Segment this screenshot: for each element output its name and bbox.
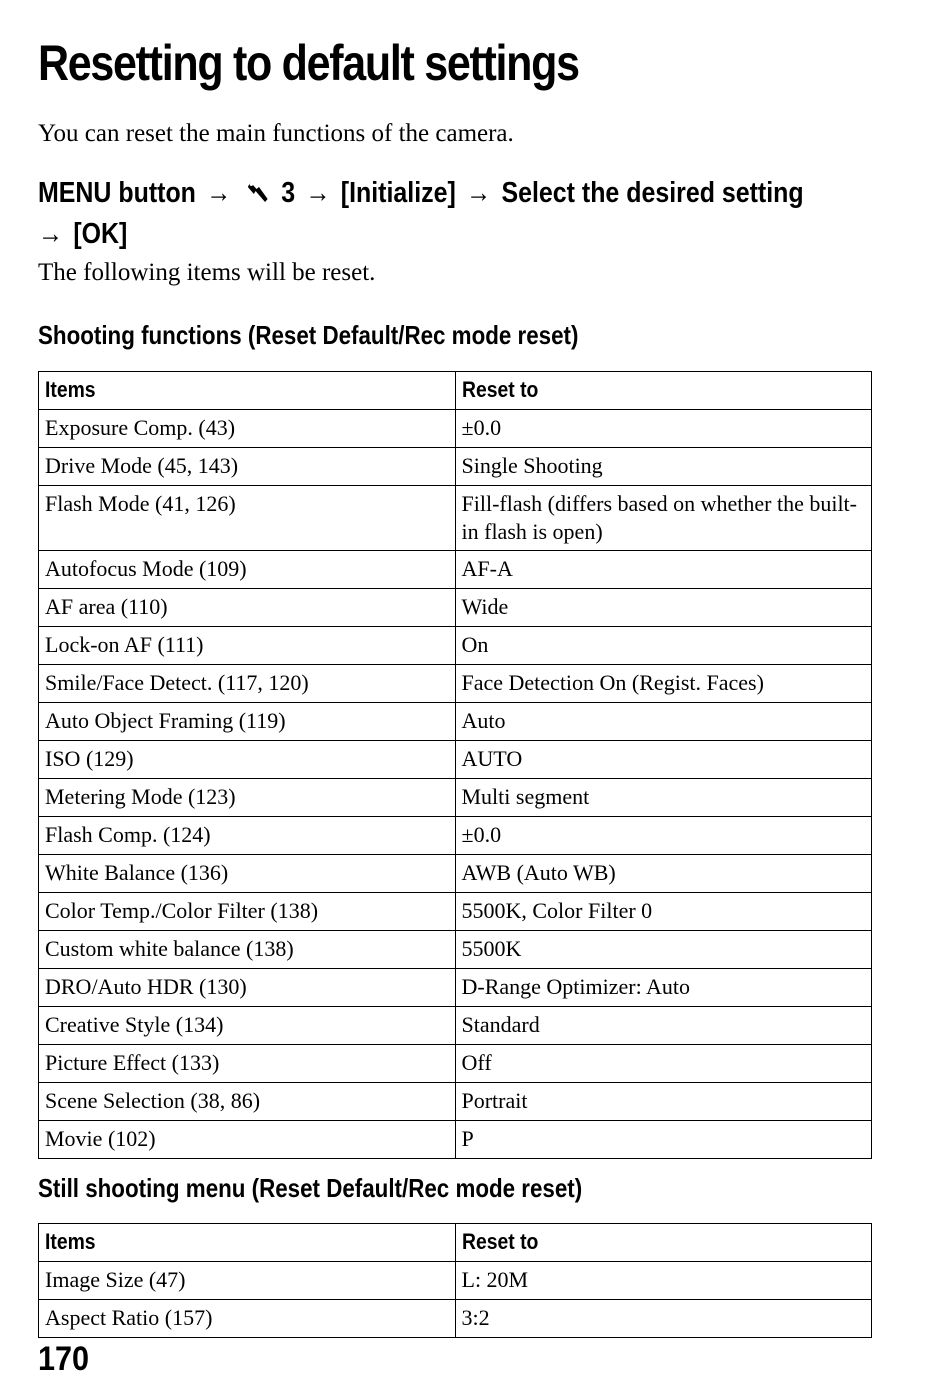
item-cell: Drive Mode (45, 143) [39, 448, 456, 486]
intro-text: You can reset the main functions of the camera. [38, 120, 514, 147]
arrow-icon: → [305, 177, 331, 209]
page-number: 170 [38, 1340, 90, 1378]
section-heading-still-shooting-menu: Still shooting menu (Reset Default/Rec mode reset) [38, 1173, 583, 1203]
reset-value-cell: Wide [455, 589, 872, 627]
reset-value-cell: Multi segment [455, 779, 872, 817]
item-cell: Flash Comp. (124) [39, 817, 456, 855]
table-header-row [39, 1224, 872, 1262]
table-row [39, 893, 872, 931]
table-row [39, 1121, 872, 1159]
item-cell: AF area (110) [39, 589, 456, 627]
item-cell: Lock-on AF (111) [39, 627, 456, 665]
table-row [39, 589, 872, 627]
still-shooting-menu-table [38, 1223, 872, 1338]
reset-value-cell: Standard [455, 1007, 872, 1045]
table-row [39, 1300, 872, 1338]
item-cell: DRO/Auto HDR (130) [39, 969, 456, 1007]
reset-value-cell: Portrait [455, 1083, 872, 1121]
item-cell: Aspect Ratio (157) [39, 1300, 456, 1338]
reset-value-cell: AWB (Auto WB) [455, 855, 872, 893]
reset-value-cell: AF-A [455, 551, 872, 589]
table-row [39, 551, 872, 589]
item-cell: Metering Mode (123) [39, 779, 456, 817]
item-cell: Movie (102) [39, 1121, 456, 1159]
procedure-page-number: 3 [281, 177, 296, 209]
reset-value-cell: Face Detection On (Regist. Faces) [455, 665, 872, 703]
item-cell: Scene Selection (38, 86) [39, 1083, 456, 1121]
column-header-reset-to: Reset to [455, 372, 872, 410]
item-cell: Color Temp./Color Filter (138) [39, 893, 456, 931]
reset-value-cell: 5500K, Color Filter 0 [455, 893, 872, 931]
table-row [39, 627, 872, 665]
column-header-items: Items [39, 372, 456, 410]
page-title: Resetting to default settings [38, 35, 579, 91]
reset-value-cell: 5500K [455, 931, 872, 969]
reset-value-cell: ±0.0 [455, 817, 872, 855]
item-cell: Smile/Face Detect. (117, 120) [39, 665, 456, 703]
reset-value-cell: D-Range Optimizer: Auto [455, 969, 872, 1007]
table-row [39, 779, 872, 817]
item-cell: Image Size (47) [39, 1262, 456, 1300]
table-row [39, 1045, 872, 1083]
procedure-menu-button: MENU button [38, 177, 196, 209]
item-cell: Flash Mode (41, 126) [39, 486, 456, 551]
wrench-icon [247, 177, 269, 215]
table-row [39, 448, 872, 486]
item-cell: White Balance (136) [39, 855, 456, 893]
table-row [39, 486, 872, 551]
table-row [39, 1262, 872, 1300]
reset-value-cell: On [455, 627, 872, 665]
item-cell: Exposure Comp. (43) [39, 410, 456, 448]
reset-value-cell: 3:2 [455, 1300, 872, 1338]
table-row [39, 741, 872, 779]
reset-value-cell: Single Shooting [455, 448, 872, 486]
table-row [39, 931, 872, 969]
reset-value-cell: ±0.0 [455, 410, 872, 448]
arrow-icon: → [466, 177, 492, 209]
section-heading-shooting-functions: Shooting functions (Reset Default/Rec mode reset) [38, 320, 579, 350]
reset-value-cell: Off [455, 1045, 872, 1083]
table-row [39, 410, 872, 448]
item-cell: Custom white balance (138) [39, 931, 456, 969]
table-row [39, 703, 872, 741]
procedure-select-setting: Select the desired setting [501, 177, 804, 209]
procedure-ok: [OK] [73, 218, 128, 250]
column-header-items: Items [39, 1224, 456, 1262]
menu-procedure [38, 174, 812, 253]
table-row [39, 1007, 872, 1045]
shooting-functions-table [38, 371, 872, 1159]
table-header-row [39, 372, 872, 410]
item-cell: Auto Object Framing (119) [39, 703, 456, 741]
reset-value-cell: Auto [455, 703, 872, 741]
arrow-icon: → [206, 177, 232, 209]
item-cell: Creative Style (134) [39, 1007, 456, 1045]
column-header-reset-to: Reset to [455, 1224, 872, 1262]
table-row [39, 1083, 872, 1121]
reset-value-cell: AUTO [455, 741, 872, 779]
table-row [39, 969, 872, 1007]
reset-value-cell: Fill-flash (differs based on whether the built-in flash is open) [455, 486, 872, 551]
reset-value-cell: L: 20M [455, 1262, 872, 1300]
table-row [39, 665, 872, 703]
reset-value-cell: P [455, 1121, 872, 1159]
table-row [39, 855, 872, 893]
item-cell: Autofocus Mode (109) [39, 551, 456, 589]
following-text: The following items will be reset. [38, 259, 376, 286]
item-cell: Picture Effect (133) [39, 1045, 456, 1083]
procedure-initialize: [Initialize] [340, 177, 456, 209]
arrow-icon: → [38, 218, 63, 250]
table-row [39, 817, 872, 855]
item-cell: ISO (129) [39, 741, 456, 779]
